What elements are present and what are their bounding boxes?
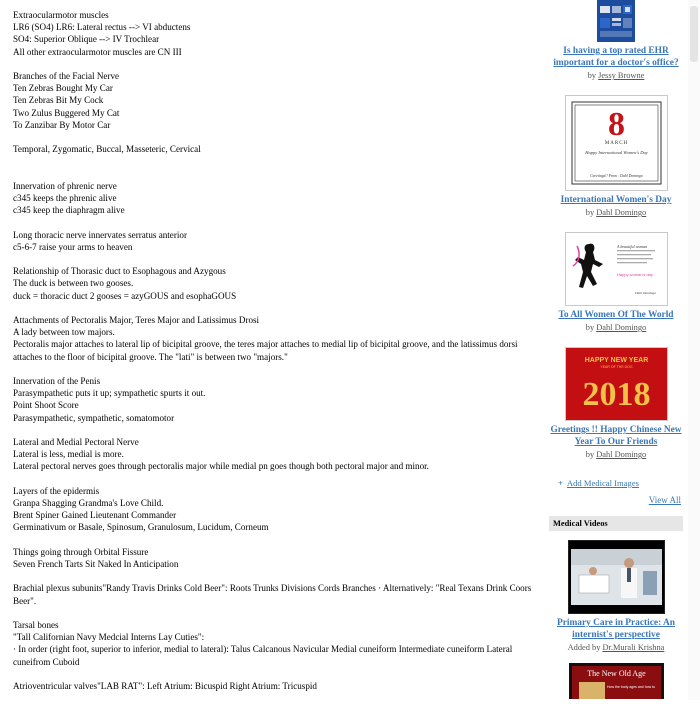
section-line: To Zanzibar By Motor Car <box>13 119 111 130</box>
spacer <box>13 168 543 180</box>
new-year-2018-image[interactable] <box>565 347 668 421</box>
section-line: LR6 (SO4) LR6: Lateral rectus --> VI abductens <box>13 22 191 33</box>
section-heading: Atrioventricular valves"LAB RAT": Left Atrium: Bicuspid Right Atrium: Tricuspid <box>13 680 317 691</box>
card-title-link[interactable]: To All Women Of The World <box>558 310 674 320</box>
section-heading: Tarsal bones <box>13 619 59 630</box>
svg-text:Happy woman's day: Happy woman's day <box>616 272 653 277</box>
section-line: The duck is between two gooses. <box>13 278 134 289</box>
section-line: c5-6-7 raise your arms to heaven <box>13 241 133 252</box>
author-link[interactable]: Dahl Domingo <box>596 450 647 459</box>
section-heading: Temporal, Zygomatic, Buccal, Masseteric, Cervical <box>13 144 201 155</box>
author-link[interactable]: Jessy Browne <box>598 71 645 80</box>
author-link[interactable]: Dahl Domingo <box>596 323 647 332</box>
section-line: Germinativum or Basale, Spinosum, Granulosum, Lucidum, Corneum <box>13 522 269 533</box>
mnemonic-section <box>13 619 543 668</box>
video-card-primary-care <box>549 540 683 653</box>
mnemonic-section <box>13 143 543 155</box>
section-heading: Branches of the Facial Nerve <box>13 71 120 81</box>
section-heading: Things going through Orbital Fissure <box>13 546 149 557</box>
section-heading: Relationship of Thorasic duct to Esophagous and Azygous <box>13 266 226 277</box>
page-scrollbar[interactable] <box>688 0 700 700</box>
section-line: Lateral is less, medial is more. <box>13 449 124 460</box>
new-old-age-thumbnail[interactable] <box>569 663 664 699</box>
section-heading: Extraocularmotor muscles <box>13 10 109 20</box>
mnemonic-section <box>13 375 543 424</box>
section-line: Ten Zebras Bought My Car <box>13 83 113 94</box>
image-card-ehr <box>549 0 683 81</box>
add-medical-images-label[interactable]: Add Medical Images <box>566 478 639 488</box>
section-line: Point Shoot Score <box>13 400 79 411</box>
article-body <box>13 9 543 704</box>
svg-text:Happy International Women's Da: Happy International Women's Day <box>584 150 648 155</box>
section-line: All other extraocularmotor muscles are CN III <box>13 46 182 57</box>
section-line: Pectoralis major attaches to lateral lip of bicipital groove, the teres major attaches to medial lip of bicipital groove, and the latissimus dorsi attaches to the floor of bicipital groove. The "lati" is between two "majors." <box>13 339 518 362</box>
card-byline <box>549 449 683 460</box>
card-title-link[interactable]: Greetings !! Happy Chinese New Year To Our Friends <box>550 425 682 447</box>
section-heading: Long thoracic nerve innervates serratus anterior <box>13 229 187 240</box>
section-line: Brent Spiner Gained Lieutenant Commander <box>13 510 177 521</box>
big-8-text: 8 <box>607 106 625 143</box>
mnemonic-section <box>13 582 543 606</box>
section-line: Seven French Tarts Sit Naked In Anticipation <box>13 558 179 569</box>
svg-text:2018: 2018 <box>582 376 650 413</box>
svg-text:The New Old Age: The New Old Age <box>586 669 646 678</box>
section-line: A lady between tow majors. <box>13 327 115 338</box>
video-byline <box>549 642 683 653</box>
section-line: · In order (right foot, superior to inferior, medial to lateral): Talus Calcanous Navicular Medial cuneiform Intermediate cuneiform Lateral cuneifrom Cuboid <box>13 644 513 667</box>
image-card-womens-day <box>549 95 683 218</box>
video-title-link[interactable]: Primary Care in Practice: An internist's perspective <box>556 618 675 640</box>
section-line: Parasympathetic puts it up; sympathetic spurts it out. <box>13 388 206 399</box>
card-byline <box>549 322 683 333</box>
section-line: SO4: Superior Oblique --> IV Trochlear <box>13 34 160 45</box>
womens-day-card-image[interactable] <box>565 95 668 191</box>
section-line: "Tall Californian Navy Medcial Interns Lay Cuties": <box>13 632 205 643</box>
mnemonic-section <box>13 680 543 692</box>
image-card-women-of-world <box>549 232 683 333</box>
svg-text:Greetings!! From : Dahl Doming: Greetings!! From : Dahl Domingo <box>589 174 643 178</box>
svg-text:A beautiful woman: A beautiful woman <box>616 244 647 249</box>
woman-silhouette-image[interactable] <box>565 232 668 306</box>
add-medical-images-link[interactable] <box>549 478 683 488</box>
card-title-link[interactable]: International Women's Day <box>560 195 672 205</box>
svg-text:How the body ages and how to: How the body ages and how to <box>606 685 655 689</box>
section-line: Parasympathetic, sympathetic, somatomotor <box>13 412 175 423</box>
mnemonic-section <box>13 70 543 131</box>
medical-videos-header: Medical Videos <box>549 516 683 531</box>
section-heading: Brachial plexus subunits"Randy Travis Drinks Cold Beer": Roots Trunks Divisions Cords Branches · Alternatively: "Real Texans Drink Coors Beer". <box>13 583 532 606</box>
mnemonic-section <box>13 314 543 363</box>
svg-text:HAPPY NEW YEAR: HAPPY NEW YEAR <box>584 357 648 364</box>
sidebar <box>549 0 683 700</box>
section-heading: Attachments of Pectoralis Major, Teres Major and Latissimus Drosi <box>13 314 260 325</box>
section-line: Ten Zebras Bit My Cock <box>13 95 104 106</box>
by-label: by <box>585 208 595 217</box>
section-line: c345 keeps the phrenic alive <box>13 192 117 203</box>
scrollbar-thumb[interactable] <box>690 6 698 62</box>
card-byline <box>549 207 683 218</box>
ehr-icons-image[interactable] <box>597 0 635 42</box>
image-card-chinese-new-year <box>549 347 683 460</box>
svg-text:YEAR OF THE DOG: YEAR OF THE DOG <box>599 365 633 369</box>
author-link[interactable]: Dr.Murali Krishna <box>602 643 665 652</box>
section-line: c345 keep the diaphragm alive <box>13 205 125 216</box>
video-card-new-old-age <box>549 663 683 699</box>
section-line: duck = thoracic duct 2 gooses = azyGOUS and esophaGOUS <box>13 290 237 301</box>
section-heading: Layers of the epidermis <box>13 485 100 496</box>
section-heading: Lateral and Medial Pectoral Nerve <box>13 436 139 447</box>
section-heading: Innervation of the Penis <box>13 375 101 386</box>
by-label: by <box>587 71 596 80</box>
by-label: by <box>585 323 595 332</box>
by-label: by <box>585 450 595 459</box>
plus-icon: + <box>558 478 563 488</box>
mnemonic-section <box>13 436 543 473</box>
section-line: Lateral pectoral nerves goes through pectoralis major while medial pn goes though both pectoral major and minor. <box>13 461 429 472</box>
svg-text:MARCH: MARCH <box>604 141 628 146</box>
view-all-link[interactable]: View All <box>648 495 681 505</box>
mnemonic-section <box>13 265 543 302</box>
author-link[interactable]: Dahl Domingo <box>596 208 647 217</box>
section-line: Granpa Shagging Grandma's Love Child. <box>13 497 164 508</box>
mnemonic-section <box>13 546 543 570</box>
svg-text:Dahl Domingo: Dahl Domingo <box>634 291 656 295</box>
card-byline <box>549 70 683 81</box>
mnemonic-section <box>13 9 543 58</box>
doctor-video-thumbnail[interactable] <box>568 540 665 614</box>
added-by-label: Added by <box>567 643 601 652</box>
mnemonic-section <box>13 485 543 534</box>
section-line: Two Zulus Buggered My Cat <box>13 107 120 118</box>
mnemonic-section <box>13 229 543 253</box>
mnemonic-section <box>13 180 543 217</box>
card-title-link[interactable]: Is having a top rated EHR important for a doctor's office? <box>553 46 679 68</box>
section-heading: Innervation of phrenic nerve <box>13 180 117 191</box>
